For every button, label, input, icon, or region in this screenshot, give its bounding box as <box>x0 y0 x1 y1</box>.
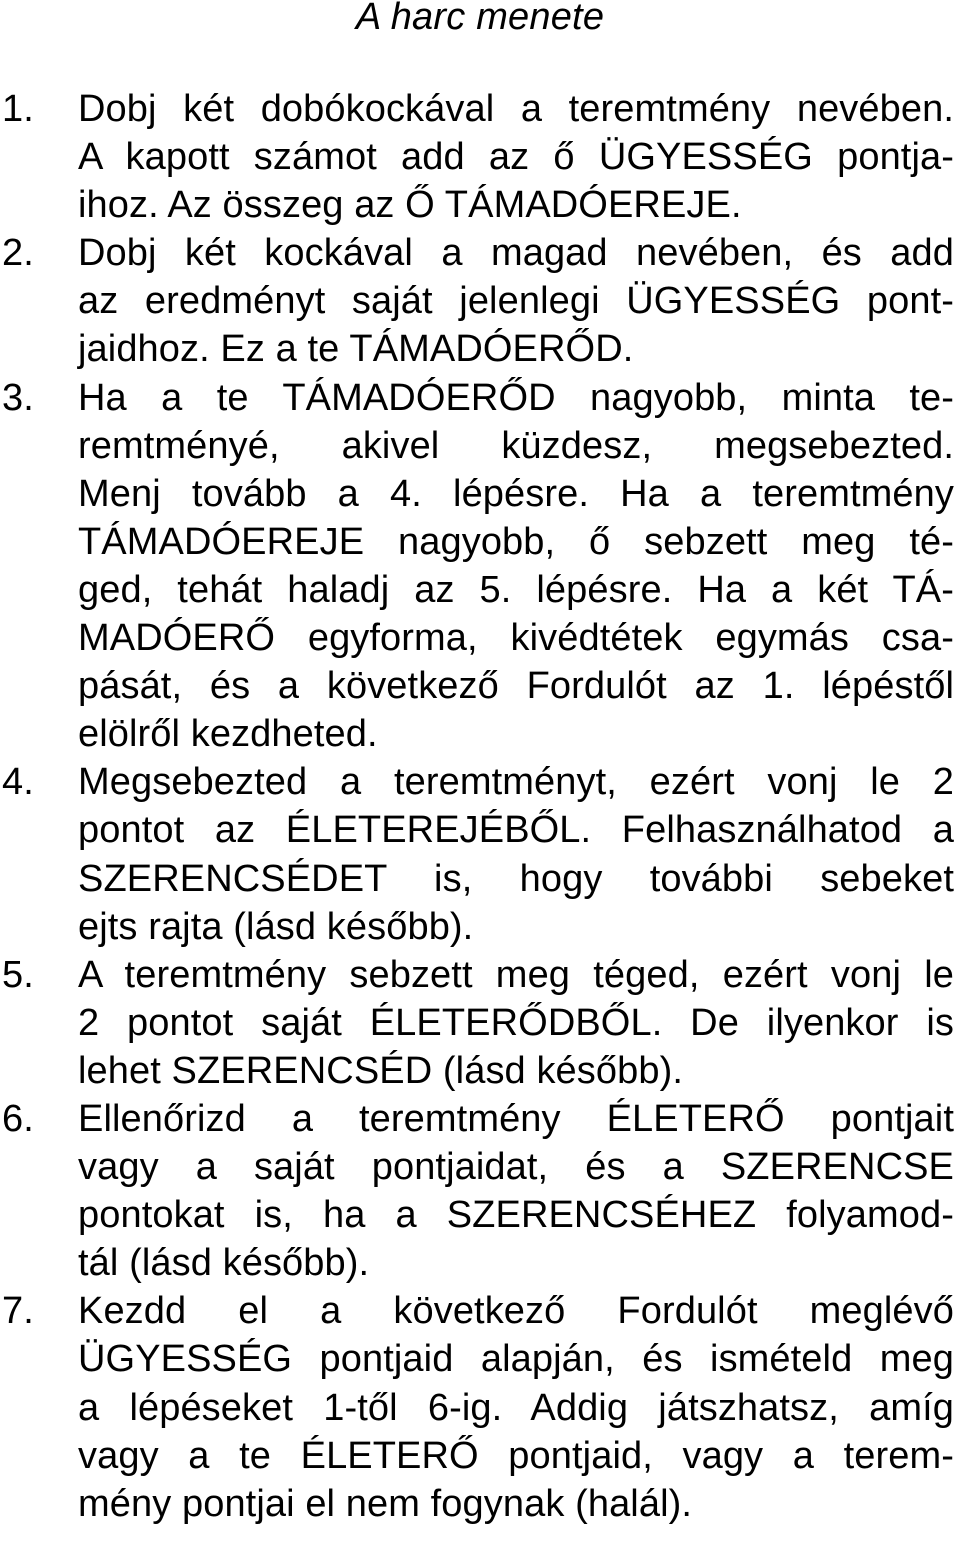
step-number: 6. <box>2 1097 34 1140</box>
step-text-line: Dobj két kockával a magad nevében, és add <box>78 232 954 275</box>
step-text-line: a lépéseket 1-től 6-ig. Addig játszhatsz, amíg <box>78 1386 954 1429</box>
step-text-line: ged, tehát haladj az 5. lépésre. Ha a két TÁ- <box>78 568 954 611</box>
combat-steps-list <box>0 85 960 1528</box>
step-text-line: az eredményt saját jelenlegi ÜGYESSÉG pont- <box>78 280 954 323</box>
step-text-line: mény pontjai el nem fogynak (halál). <box>78 1482 693 1525</box>
step-number: 3. <box>2 376 34 419</box>
step-number: 4. <box>2 761 34 804</box>
step-text-line: A teremtmény sebzett meg téged, ezért vonj le <box>78 953 954 996</box>
step-text-line: vagy a saját pontjaidat, és a SZERENCSE <box>78 1146 954 1189</box>
step-text-line: Menj tovább a 4. lépésre. Ha a teremtmény <box>78 472 954 515</box>
step-text-line: Ellenőrizd a teremtmény ÉLETERŐ pontjait <box>78 1097 954 1140</box>
step-number: 7. <box>2 1290 34 1333</box>
step-number: 1. <box>2 88 34 130</box>
step-text-line: ejts rajta (lásd később). <box>78 905 474 948</box>
step-text-line: 2 pontot saját ÉLETERŐDBŐL. De ilyenkor is <box>78 1001 954 1044</box>
step-text-line: pását, és a következő Fordulót az 1. lépéstől <box>78 665 954 708</box>
step-text-line: lehet SZERENCSÉD (lásd később). <box>78 1049 683 1092</box>
step-item <box>0 85 960 229</box>
step-text-line: SZERENCSÉDET is, hogy további sebeket <box>78 857 954 900</box>
step-text-line: ÜGYESSÉG pontjaid alapján, és ismételd meg <box>78 1338 954 1381</box>
step-item <box>0 758 960 950</box>
step-text-line: pontot az ÉLETEREJÉBŐL. Felhasználhatod a <box>78 809 954 852</box>
step-text-line: Dobj két dobókockával a teremtmény nevében. <box>78 88 954 130</box>
step-number: 5. <box>2 953 34 996</box>
step-text-line: pontokat is, ha a SZERENCSÉHEZ folyamod- <box>78 1194 954 1237</box>
step-item <box>0 1287 960 1527</box>
step-text-line: TÁMADÓEREJE nagyobb, ő sebzett meg té- <box>78 520 954 563</box>
step-item <box>0 229 960 373</box>
step-item <box>0 374 960 759</box>
step-text-line: A kapott számot add az ő ÜGYESSÉG pontja- <box>78 136 954 179</box>
step-text-line: elölről kezdheted. <box>78 713 378 756</box>
step-text-line: Ha a te TÁMADÓERŐD nagyobb, minta te- <box>78 376 954 419</box>
step-item <box>0 951 960 1095</box>
step-text-line: Kezdd el a következő Fordulót meglévő <box>78 1290 954 1333</box>
step-text-line: Megsebezted a teremtményt, ezért vonj le 2 <box>78 761 954 804</box>
page-title: A harc menete <box>355 0 605 38</box>
step-text-line: vagy a te ÉLETERŐ pontjaid, vagy a terem- <box>78 1434 954 1477</box>
step-text-line: ihoz. Az összeg az Ő TÁMADÓEREJE. <box>78 184 742 227</box>
step-number: 2. <box>2 232 34 275</box>
step-item <box>0 1095 960 1287</box>
step-text-line: tál (lásd később). <box>78 1242 370 1285</box>
step-text-line: remtményé, akivel küzdesz, megsebezted. <box>78 424 954 467</box>
step-text-line: MADÓERŐ egyforma, kivédtétek egymás csa- <box>78 617 954 660</box>
step-text-line: jaidhoz. Ez a te TÁMADÓERŐD. <box>78 328 634 371</box>
